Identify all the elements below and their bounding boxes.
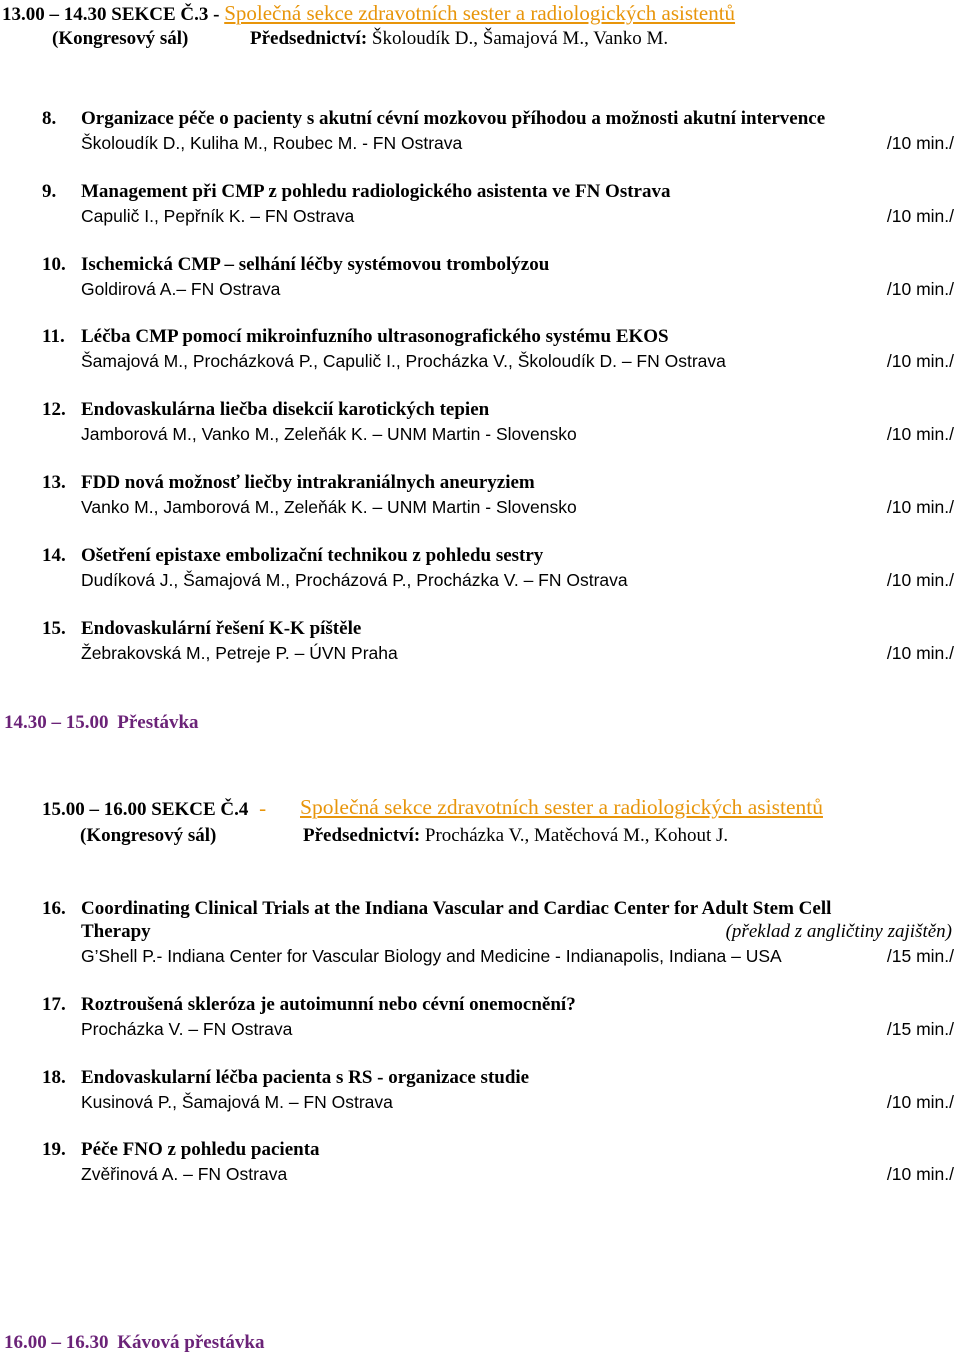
section4-chair-label: Předsednictví: bbox=[303, 825, 421, 846]
talk16-duration: /15 min./ bbox=[886, 946, 954, 966]
talk16-title-line2: Therapy bbox=[81, 921, 151, 942]
talk-title: Organizace péče o pacienty s akutní cévní mozkovou příhodou a možnosti akutní intervence bbox=[81, 108, 826, 129]
talk-title: Léčba CMP pomocí mikroinfuzního ultrasonografického systému EKOS bbox=[81, 326, 669, 348]
section4-dash: - bbox=[259, 796, 267, 820]
talk-duration: /10 min./ bbox=[886, 1091, 954, 1112]
talk-authors: Dudíková J., Šamajová M., Procházová P., Procházka V. – FN Ostrava bbox=[81, 569, 628, 590]
talk-duration: /10 min./ bbox=[886, 351, 954, 372]
talk-authors: Šamajová M., Procházková P., Capulič I., Procházka V., Školoudík D. – FN Ostrava bbox=[81, 351, 726, 372]
talk-number: 8. bbox=[42, 108, 57, 129]
talk-authors: Procházka V. – FN Ostrava bbox=[81, 1019, 293, 1039]
break2 bbox=[4, 1332, 265, 1354]
talk-authors: Školoudík D., Kuliha M., Roubec M. - FN Ostrava bbox=[81, 133, 463, 153]
talk-authors: Jamborová M., Vanko M., Zeleňák K. – UNM Martin - Slovensko bbox=[81, 424, 577, 445]
talk-duration: /10 min./ bbox=[886, 497, 954, 517]
talk-duration: /10 min./ bbox=[886, 278, 954, 299]
talk-duration: /10 min./ bbox=[886, 424, 954, 445]
section3-header bbox=[2, 2, 735, 26]
section3-chairs-line bbox=[250, 28, 668, 50]
talk16-number: 16. bbox=[42, 898, 66, 919]
talk-duration: /10 min./ bbox=[886, 1164, 954, 1184]
section3-time: 13.00 – 14.30 bbox=[2, 4, 107, 25]
talk16-authors: G’Shell P.- Indiana Center for Vascular Biology and Medicine - Indianapolis, Indiana – USA bbox=[81, 946, 782, 966]
talk-number: 17. bbox=[42, 994, 66, 1015]
section3-title: Společná sekce zdravotních sester a radiologických asistentů bbox=[224, 1, 736, 25]
talk-number: 13. bbox=[42, 472, 66, 493]
talk-title: Management při CMP z pohledu radiologického asistenta ve FN Ostrava bbox=[81, 180, 671, 202]
talk-duration: /15 min./ bbox=[886, 1019, 954, 1039]
talk-authors: Kusinová P., Šamajová M. – FN Ostrava bbox=[81, 1091, 393, 1112]
section4-chairs-line bbox=[303, 825, 728, 847]
talk-title: Roztroušená skleróza je autoimunní nebo cévní onemocnění? bbox=[81, 994, 576, 1015]
section4-label: SEKCE Č.4 bbox=[151, 799, 249, 820]
talk-duration: /10 min./ bbox=[886, 642, 954, 663]
talk-number: 9. bbox=[42, 180, 57, 202]
talk-number: 11. bbox=[42, 326, 65, 348]
talk-number: 10. bbox=[42, 253, 66, 275]
talk-title: Endovaskulárna liečba disekcií karotických tepien bbox=[81, 399, 490, 421]
section4-title: Společná sekce zdravotních sester a radiologických asistentů bbox=[300, 795, 823, 819]
talk-number: 19. bbox=[42, 1139, 66, 1160]
section3-chair-label: Předsednictví: bbox=[250, 28, 368, 49]
talk-title: Péče FNO z pohledu pacienta bbox=[81, 1139, 320, 1160]
talk16-note: (překlad z angličtiny zajištěn) bbox=[725, 921, 952, 942]
section3-hall: (Kongresový sál) bbox=[52, 28, 189, 49]
break2-label: Kávová přestávka bbox=[117, 1332, 265, 1353]
section3-label: SEKCE Č.3 - bbox=[111, 4, 220, 25]
talk-number: 15. bbox=[42, 617, 66, 639]
break2-time: 16.00 – 16.30 bbox=[4, 1332, 109, 1353]
talk-title: Endovaskulární řešení K-K píštěle bbox=[81, 617, 362, 639]
section4-hall: (Kongresový sál) bbox=[80, 825, 217, 846]
talk-authors: Vanko M., Jamborová M., Zeleňák K. – UNM Martin - Slovensko bbox=[81, 497, 577, 517]
break1-time: 14.30 – 15.00 bbox=[4, 712, 109, 733]
section4-header bbox=[42, 797, 266, 821]
section4-time: 15.00 – 16.00 bbox=[42, 799, 147, 820]
talk-authors: Goldirová A.– FN Ostrava bbox=[81, 278, 281, 299]
talk-title: Endovaskularní léčba pacienta s RS - organizace studie bbox=[81, 1066, 530, 1088]
talk-duration: /10 min./ bbox=[886, 569, 954, 590]
break1-label: Přestávka bbox=[117, 712, 199, 733]
talk-duration: /10 min./ bbox=[886, 133, 954, 153]
talk-authors: Žebrakovská M., Petreje P. – ÚVN Praha bbox=[81, 642, 398, 663]
talk-authors: Zvěřinová A. – FN Ostrava bbox=[81, 1164, 288, 1184]
section3-chairs: Školoudík D., Šamajová M., Vanko M. bbox=[371, 28, 669, 49]
talk-authors: Capulič I., Pepřník K. – FN Ostrava bbox=[81, 205, 355, 226]
talk-number: 18. bbox=[42, 1066, 66, 1088]
break1 bbox=[4, 712, 199, 734]
section4-chairs: Procházka V., Matěchová M., Kohout J. bbox=[424, 825, 729, 846]
talk-title: Ošetření epistaxe embolizační technikou z pohledu sestry bbox=[81, 544, 544, 566]
talk-number: 14. bbox=[42, 544, 66, 566]
talk-title: FDD nová možnosť liečby intrakraniálnych aneuryziem bbox=[81, 472, 535, 493]
talk16-title-line1: Coordinating Clinical Trials at the Indiana Vascular and Cardiac Center for Adult Stem Cell bbox=[81, 898, 832, 919]
talk-duration: /10 min./ bbox=[886, 205, 954, 226]
talk-number: 12. bbox=[42, 399, 66, 421]
talk-title: Ischemická CMP – selhání léčby systémovou trombolýzou bbox=[81, 253, 550, 275]
